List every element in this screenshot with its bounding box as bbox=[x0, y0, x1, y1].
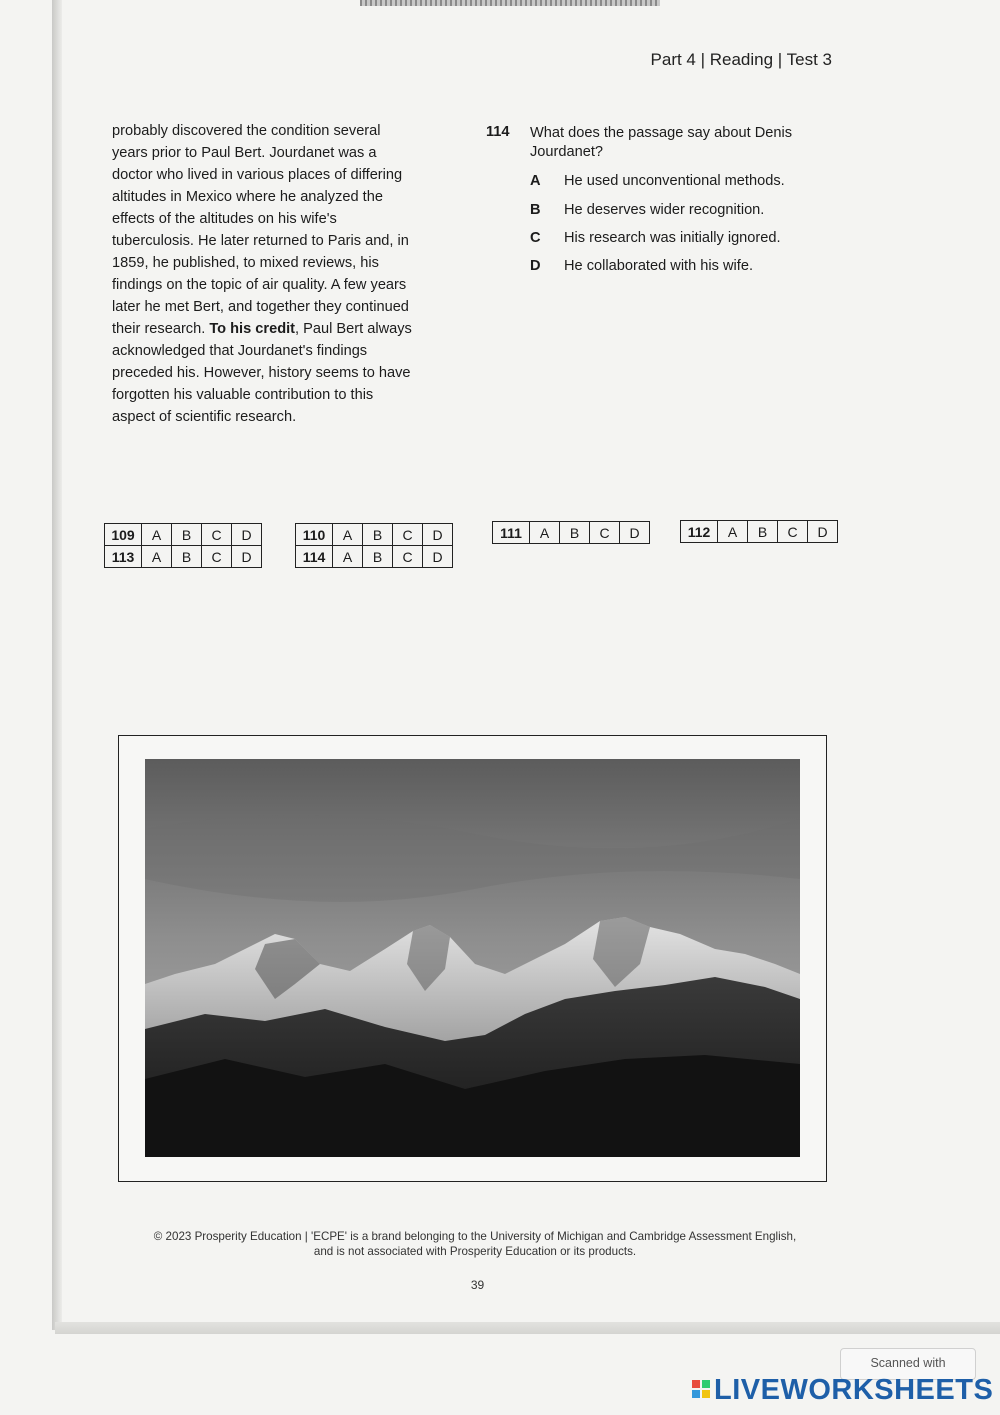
answer-row bbox=[296, 524, 453, 546]
answer-choice-a[interactable]: A bbox=[142, 524, 172, 546]
scan-top-strip bbox=[360, 0, 660, 6]
answer-grid-112 bbox=[680, 520, 838, 543]
answer-choice-b[interactable]: B bbox=[172, 546, 202, 568]
answer-question-number: 113 bbox=[105, 546, 142, 568]
question-number: 114 bbox=[486, 124, 510, 140]
answer-choice-b[interactable]: B bbox=[363, 546, 393, 568]
photo-frame bbox=[118, 735, 827, 1182]
copyright-line: © 2023 Prosperity Education | 'ECPE' is a brand belonging to the University of Michigan and Cambridge Assessment English, bbox=[153, 1230, 797, 1243]
option-letter: D bbox=[530, 258, 541, 274]
answer-question-number: 112 bbox=[681, 521, 718, 543]
answer-row bbox=[105, 546, 262, 568]
answer-choice-c[interactable]: C bbox=[590, 522, 620, 544]
answer-choice-a[interactable]: A bbox=[333, 546, 363, 568]
answer-choice-d[interactable]: D bbox=[808, 521, 838, 543]
answer-choice-a[interactable]: A bbox=[333, 524, 363, 546]
option-text: He collaborated with his wife. bbox=[564, 258, 753, 274]
passage-line: aspect of scientific research. bbox=[112, 409, 297, 425]
highlighted-phrase: To his credit bbox=[209, 321, 296, 337]
answer-choice-c[interactable]: C bbox=[393, 524, 423, 546]
question-stem: What does the passage say about Denis Jourdanet? bbox=[530, 125, 793, 160]
copyright-line: and is not associated with Prosperity Education or its products. bbox=[313, 1245, 637, 1258]
page-number: 39 bbox=[470, 1278, 485, 1292]
option-a[interactable] bbox=[530, 173, 830, 189]
passage-line: altitudes in Mexico where he analyzed the bbox=[112, 189, 383, 205]
passage-line: probably discovered the condition several bbox=[112, 123, 381, 139]
answer-choice-d[interactable]: D bbox=[232, 546, 262, 568]
option-letter: A bbox=[530, 173, 541, 189]
option-letter: B bbox=[530, 202, 541, 218]
passage-line: acknowledged that Jourdanet's findings bbox=[112, 343, 368, 359]
answer-question-number: 114 bbox=[296, 546, 333, 568]
passage-line: findings on the topic of air quality. A few years bbox=[112, 277, 407, 293]
option-d[interactable] bbox=[530, 258, 830, 274]
answer-row bbox=[681, 521, 838, 543]
answer-choice-a[interactable]: A bbox=[142, 546, 172, 568]
answer-question-number: 109 bbox=[105, 524, 142, 546]
passage-line: forgotten his valuable contribution to this bbox=[112, 387, 374, 403]
answer-grid-110-114 bbox=[295, 523, 453, 568]
liveworksheets-wordmark: LIVEWORKSHEETS bbox=[714, 1374, 994, 1406]
answer-choice-b[interactable]: B bbox=[172, 524, 202, 546]
passage-line: 1859, he published, to mixed reviews, his bbox=[112, 255, 379, 271]
passage-line bbox=[112, 318, 452, 340]
answer-choice-c[interactable]: C bbox=[202, 546, 232, 568]
option-letter: C bbox=[530, 230, 541, 246]
answer-choice-d[interactable]: D bbox=[232, 524, 262, 546]
answer-question-number: 110 bbox=[296, 524, 333, 546]
answer-choice-c[interactable]: C bbox=[778, 521, 808, 543]
answer-choice-d[interactable]: D bbox=[423, 546, 453, 568]
copyright-notice bbox=[110, 1229, 840, 1259]
page-bottom-edge bbox=[55, 1322, 1000, 1334]
page-header: Part 4 | Reading | Test 3 bbox=[650, 50, 832, 69]
passage-text: , Paul Bert always bbox=[295, 321, 412, 337]
answer-choice-c[interactable]: C bbox=[393, 546, 423, 568]
answer-choice-d[interactable]: D bbox=[423, 524, 453, 546]
option-text: He used unconventional methods. bbox=[564, 173, 785, 189]
answer-row bbox=[296, 546, 453, 568]
answer-grid-109-113 bbox=[104, 523, 262, 568]
reading-passage bbox=[112, 120, 452, 428]
answer-choice-a[interactable]: A bbox=[718, 521, 748, 543]
answer-choice-b[interactable]: B bbox=[363, 524, 393, 546]
passage-line: later he met Bert, and together they continued bbox=[112, 299, 409, 315]
option-c[interactable] bbox=[530, 230, 830, 246]
answer-choice-c[interactable]: C bbox=[202, 524, 232, 546]
mountain-photo bbox=[145, 759, 800, 1157]
option-b[interactable] bbox=[530, 202, 830, 218]
answer-choice-d[interactable]: D bbox=[620, 522, 650, 544]
answer-question-number: 111 bbox=[493, 522, 530, 544]
answer-grid-111 bbox=[492, 521, 650, 544]
passage-line: effects of the altitudes on his wife's bbox=[112, 211, 337, 227]
passage-line: doctor who lived in various places of differing bbox=[112, 167, 403, 183]
passage-line: years prior to Paul Bert. Jourdanet was a bbox=[112, 145, 377, 161]
answer-row bbox=[493, 522, 650, 544]
answer-row bbox=[105, 524, 262, 546]
page-edge-shadow bbox=[52, 0, 62, 1330]
option-text: His research was initially ignored. bbox=[564, 230, 781, 246]
answer-choice-a[interactable]: A bbox=[530, 522, 560, 544]
scanned-with-badge: Scanned with bbox=[840, 1348, 976, 1380]
liveworksheets-icon bbox=[692, 1380, 710, 1398]
passage-line: tuberculosis. He later returned to Paris and, in bbox=[112, 233, 409, 249]
answer-choice-b[interactable]: B bbox=[560, 522, 590, 544]
passage-text: their research. bbox=[112, 321, 210, 337]
answer-choice-b[interactable]: B bbox=[748, 521, 778, 543]
liveworksheets-logo bbox=[692, 1376, 992, 1408]
option-text: He deserves wider recognition. bbox=[564, 202, 765, 218]
passage-line: preceded his. However, history seems to have bbox=[112, 365, 411, 381]
